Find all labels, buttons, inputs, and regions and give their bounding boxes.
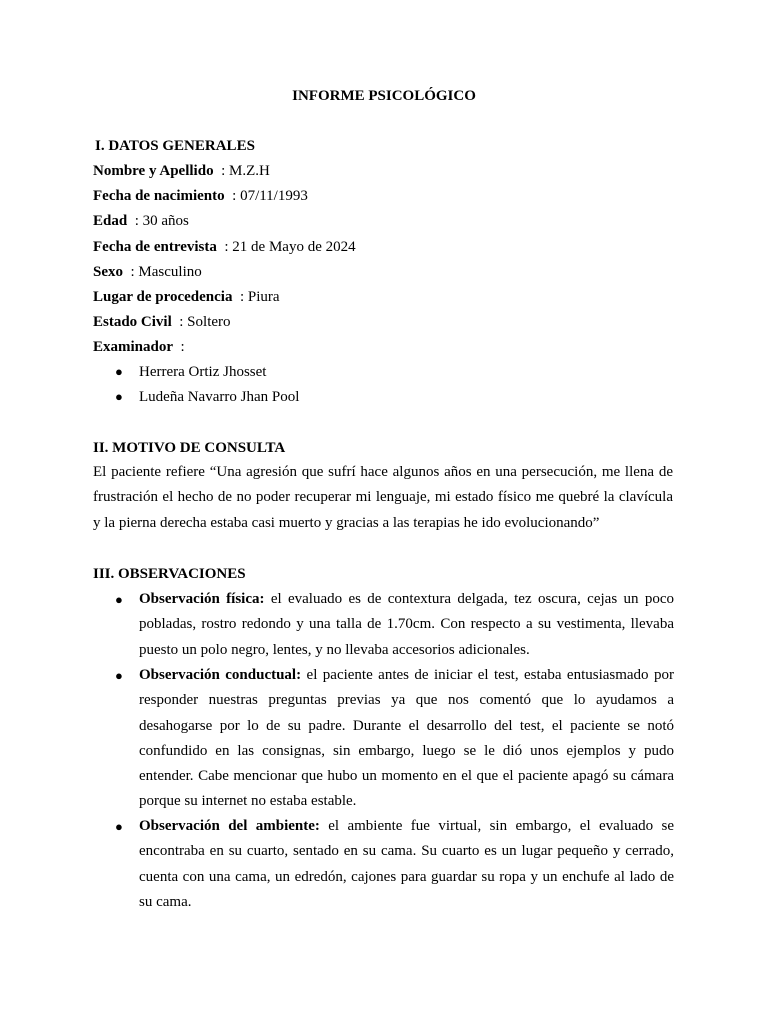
bullet-icon: ● bbox=[115, 819, 123, 834]
observacion-fisica bbox=[139, 587, 674, 663]
field-label: Lugar de procedencia bbox=[93, 289, 233, 305]
observacion-ambiente bbox=[139, 814, 674, 915]
field-value: : 21 de Mayo de 2024 bbox=[224, 239, 356, 255]
field-examinador bbox=[93, 337, 185, 357]
field-label: Examinador bbox=[93, 339, 174, 355]
motivo-consulta-paragraph: El paciente refiere “Una agresión que sufrí hace algunos años en una persecución, me llena de frustración el hecho de no poder recuperar mi lenguaje, mi estado físico me quebré la clavícula y la pierna derecha estaba casi muerto y gracias a las terapias he ido evolucionando” bbox=[93, 464, 673, 531]
field-value: : 30 años bbox=[134, 213, 189, 229]
bullet-icon: ● bbox=[115, 592, 123, 607]
field-label: Fecha de entrevista bbox=[93, 239, 217, 255]
field-fecha-nacimiento bbox=[93, 186, 308, 206]
observation-label: Observación del ambiente: bbox=[139, 818, 320, 834]
field-lugar-procedencia bbox=[93, 287, 280, 307]
bullet-icon: ● bbox=[115, 364, 123, 379]
bullet-icon: ● bbox=[115, 668, 123, 683]
field-label: Fecha de nacimiento bbox=[93, 188, 225, 204]
field-fecha-entrevista bbox=[93, 237, 356, 257]
field-value: : 07/11/1993 bbox=[232, 188, 308, 204]
field-nombre bbox=[93, 161, 270, 181]
field-value: : Masculino bbox=[130, 264, 202, 280]
examiner-list-item bbox=[115, 362, 266, 382]
section-heading-observaciones: III. OBSERVACIONES bbox=[93, 566, 246, 582]
field-value: : Soltero bbox=[179, 314, 231, 330]
bullet-icon: ● bbox=[115, 389, 123, 404]
observation-label: Observación conductual: bbox=[139, 667, 302, 683]
field-label: Nombre y Apellido bbox=[93, 163, 214, 179]
examiner-list-item bbox=[115, 387, 299, 407]
examiner-name: Herrera Ortiz Jhosset bbox=[139, 364, 267, 380]
field-value: : bbox=[180, 339, 185, 355]
field-label: Edad bbox=[93, 213, 128, 229]
examiner-name: Ludeña Navarro Jhan Pool bbox=[139, 389, 300, 405]
observation-text: el evaluado es de contextura delgada, tez oscura, cejas un poco pobladas, rostro redondo y una talla de 1.70cm. Con respecto a su vestimenta, llevaba puesto un polo negro, lentes, y no llevaba accesorios adicionales. bbox=[139, 591, 674, 658]
document-title: INFORME PSICOLÓGICO bbox=[292, 88, 476, 104]
observation-label: Observación física: bbox=[139, 591, 265, 607]
field-label: Estado Civil bbox=[93, 314, 172, 330]
field-edad bbox=[93, 211, 189, 231]
field-label: Sexo bbox=[93, 264, 123, 280]
section-heading-datos-generales: I. DATOS GENERALES bbox=[95, 138, 255, 154]
field-sexo bbox=[93, 262, 202, 282]
observacion-conductual bbox=[139, 663, 674, 815]
field-estado-civil bbox=[93, 312, 231, 332]
field-value: : M.Z.H bbox=[221, 163, 270, 179]
field-value: : Piura bbox=[239, 289, 280, 305]
observation-text: el paciente antes de iniciar el test, estaba entusiasmado por responder nuestras preguntas previas ya que nos comentó que lo ayudamos a desahogarse por lo de su padre. Durante el desarrollo del test, el paciente se notó confundido en las consignas, sin embargo, luego se le dió unos ejemplos y pudo entender. Cabe mencionar que hubo un momento en el que el paciente apagó su cámara porque su internet no estaba estable. bbox=[139, 667, 674, 810]
observation-text: el ambiente fue virtual, sin embargo, el evaluado se encontraba en su cuarto, sentado en su cama. Su cuarto es un lugar pequeño y cerrado, cuenta con una cama, un edredón, cajones para guardar su ropa y un enchufe al lado de su cama. bbox=[139, 818, 674, 910]
section-heading-motivo-consulta: II. MOTIVO DE CONSULTA bbox=[93, 440, 286, 456]
